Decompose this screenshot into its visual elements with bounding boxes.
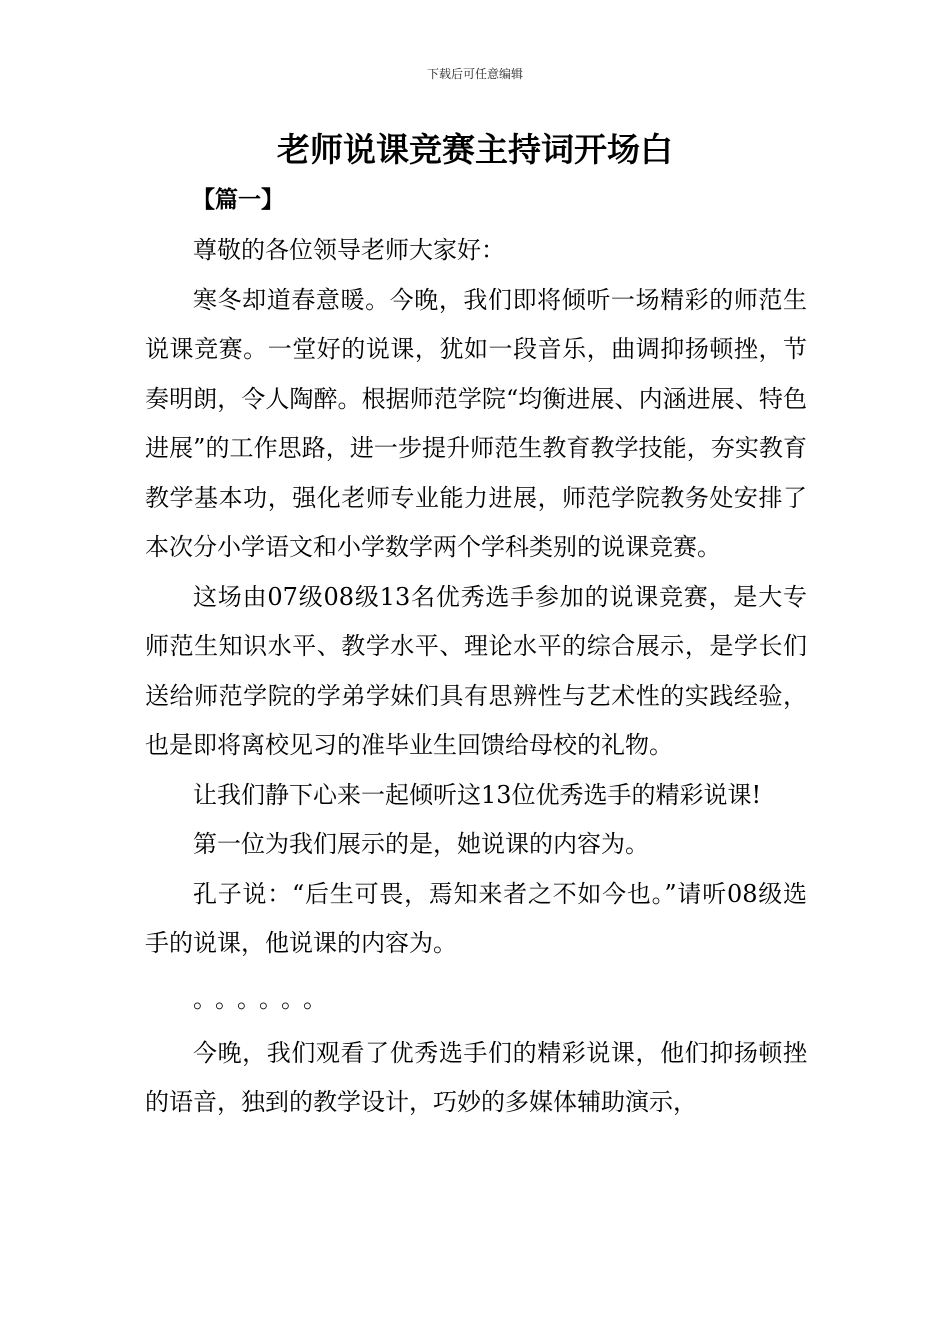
body-text xyxy=(145,226,807,1128)
paragraph-closing: 今晚，我们观看了优秀选手们的精彩说课，他们抑扬顿挫的语音，独到的教学设计，巧妙的多媒体辅助演示， xyxy=(145,1038,807,1116)
document-title: 老师说课竞赛主持词开场白 xyxy=(277,130,673,169)
paragraph-contest: 这场由07级08级13名优秀选手参加的说课竞赛，是大专师范生知识水平、教学水平、理论水平的综合展示，是学长们送给师范学院的学弟学妹们具有思辨性与艺术性的实践经验，也是即将离校见习的准毕业生回馈给母校的礼物。 xyxy=(145,582,807,759)
paragraph-confucius: 孔子说：“后生可畏，焉知来者之不如今也。”请听08级选手的说课，他说课的内容为。 xyxy=(145,879,807,957)
paragraph-first-contestant: 第一位为我们展示的是，她说课的内容为。 xyxy=(193,830,649,858)
paragraph-intro: 寒冬却道春意暖。今晚，我们即将倾听一场精彩的师范生说课竞赛。一堂好的说课，犹如一段音乐，曲调抑扬顿挫，节奏明朗，令人陶醉。根据师范学院“均衡进展、内涵进展、特色进展”的工作思路，进一步提升师范生教育教学技能，夯实教育教学基本功，强化老师专业能力进展，师范学院教务处安排了本次分小学语文和小学数学两个学科类别的说课竞赛。 xyxy=(145,285,807,561)
paragraph-invite: 让我们静下心来一起倾听这13位优秀选手的精彩说课! xyxy=(193,780,762,809)
paragraph-greeting: 尊敬的各位领导老师大家好： xyxy=(193,236,505,264)
paragraph-ellipsis: 。。。。。。 xyxy=(193,984,337,1013)
section-label: 【篇一】 xyxy=(192,187,284,213)
header-note: 下载后可任意编辑 xyxy=(426,67,523,81)
